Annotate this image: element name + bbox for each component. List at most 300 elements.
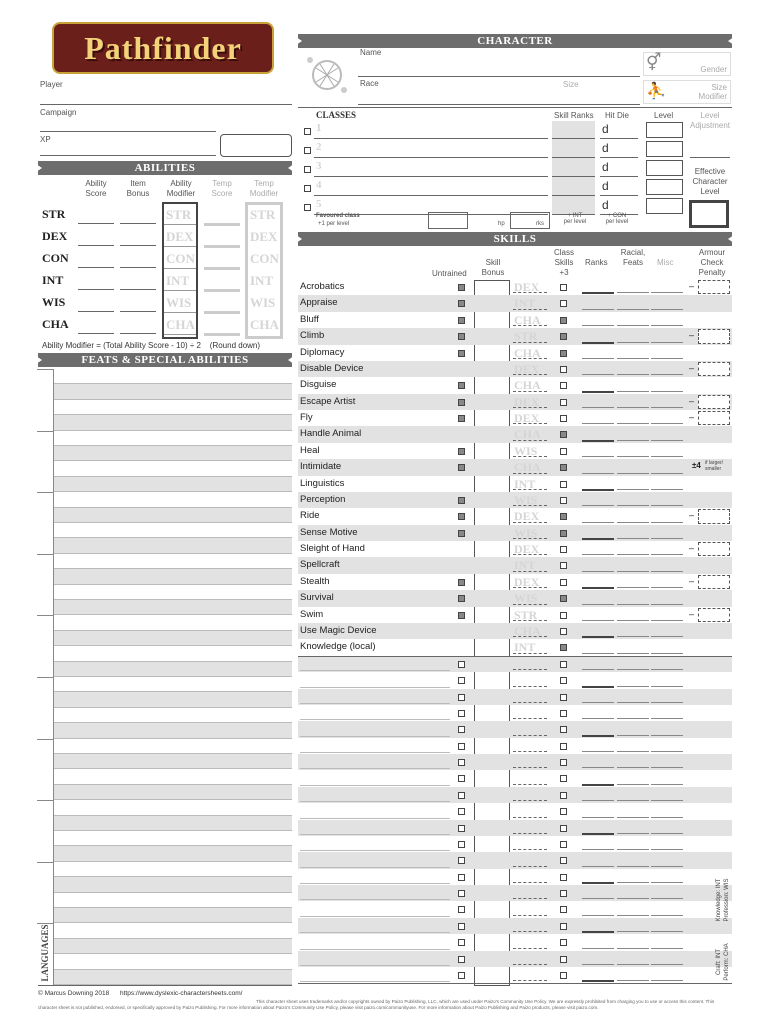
racial-feats-field[interactable]	[617, 686, 649, 687]
ranks-field[interactable]	[582, 456, 614, 457]
misc-field[interactable]	[651, 718, 683, 719]
ability-mod-field[interactable]	[513, 292, 547, 293]
ability-mod-field[interactable]	[513, 718, 547, 719]
ability-mod-field[interactable]	[513, 882, 547, 883]
untrained-checkbox[interactable]	[458, 906, 465, 913]
misc-field[interactable]	[651, 866, 683, 867]
feat-line[interactable]	[54, 768, 292, 769]
ability-mod-field[interactable]	[513, 866, 547, 867]
armour-check-box[interactable]	[698, 329, 730, 343]
class-skill-checkbox[interactable]	[560, 677, 567, 684]
ranks-field[interactable]	[582, 473, 614, 474]
racial-feats-field[interactable]	[617, 423, 649, 424]
ability-mod-field[interactable]	[513, 407, 547, 408]
racial-feats-field[interactable]	[617, 292, 649, 293]
class-skill-checkbox[interactable]	[560, 513, 567, 520]
misc-field[interactable]	[651, 882, 683, 883]
racial-feats-field[interactable]	[617, 915, 649, 916]
class-skill-checkbox[interactable]	[560, 857, 567, 864]
class-skill-checkbox[interactable]	[560, 546, 567, 553]
item-bonus-field[interactable]	[120, 245, 156, 246]
racial-feats-field[interactable]	[617, 931, 649, 932]
custom-skill-name-field[interactable]	[300, 687, 450, 688]
campaign-field[interactable]	[40, 131, 216, 132]
ability-mod-field[interactable]	[513, 669, 547, 670]
class-level-box[interactable]	[646, 122, 683, 138]
ability-mod-field[interactable]	[513, 604, 547, 605]
ranks-field[interactable]	[582, 636, 614, 638]
size-modifier-box[interactable]	[643, 80, 731, 104]
feat-line[interactable]	[54, 861, 292, 862]
misc-field[interactable]	[651, 604, 683, 605]
untrained-checkbox[interactable]	[458, 923, 465, 930]
class-level-box[interactable]	[646, 198, 683, 214]
feat-line[interactable]	[54, 399, 292, 400]
class-level-box[interactable]	[646, 141, 683, 157]
feat-line[interactable]	[54, 491, 292, 492]
ranks-field[interactable]	[582, 866, 614, 867]
ability-mod-field[interactable]	[513, 767, 547, 768]
ranks-field[interactable]	[582, 391, 614, 393]
misc-field[interactable]	[651, 833, 683, 834]
racial-feats-field[interactable]	[617, 898, 649, 899]
ranks-field[interactable]	[582, 849, 614, 850]
misc-field[interactable]	[651, 342, 683, 343]
class-skill-checkbox[interactable]	[560, 841, 567, 848]
misc-field[interactable]	[651, 653, 683, 654]
misc-field[interactable]	[651, 931, 683, 932]
ranks-field[interactable]	[582, 587, 614, 589]
misc-field[interactable]	[651, 948, 683, 949]
ability-mod-field[interactable]	[513, 653, 547, 654]
ability-mod-field[interactable]	[513, 309, 547, 310]
class-skill-checkbox[interactable]	[560, 710, 567, 717]
player-field[interactable]	[40, 104, 292, 105]
xp-field[interactable]	[40, 155, 216, 156]
class-name-field[interactable]	[314, 138, 548, 139]
class-skill-checkbox[interactable]	[560, 874, 567, 881]
class-name-field[interactable]	[314, 157, 548, 158]
untrained-checkbox[interactable]	[458, 890, 465, 897]
custom-skill-name-field[interactable]	[300, 965, 450, 966]
class-skill-checkbox[interactable]	[560, 890, 567, 897]
misc-field[interactable]	[651, 456, 683, 457]
racial-feats-field[interactable]	[617, 866, 649, 867]
ranks-field[interactable]	[582, 342, 614, 344]
custom-skill-name-field[interactable]	[300, 818, 450, 819]
custom-skill-name-field[interactable]	[300, 785, 450, 786]
ability-mod-field[interactable]	[513, 833, 547, 834]
class-skill-checkbox[interactable]	[560, 906, 567, 913]
ranks-field[interactable]	[582, 489, 614, 491]
misc-field[interactable]	[651, 964, 683, 965]
class-skill-checkbox[interactable]	[560, 464, 567, 471]
ranks-field[interactable]	[582, 325, 614, 326]
racial-feats-field[interactable]	[617, 767, 649, 768]
class-skill-checkbox[interactable]	[560, 939, 567, 946]
name-field[interactable]	[358, 76, 640, 77]
class-skill-checkbox[interactable]	[560, 661, 567, 668]
class-skill-checkbox[interactable]	[560, 431, 567, 438]
hit-die-field[interactable]	[600, 176, 638, 177]
ranks-field[interactable]	[582, 604, 614, 605]
favoured-ranks-box[interactable]	[510, 212, 550, 229]
ranks-field[interactable]	[582, 374, 614, 375]
misc-field[interactable]	[651, 571, 683, 572]
ability-mod-field[interactable]	[513, 980, 547, 981]
temp-score-field[interactable]	[204, 311, 240, 314]
ranks-field[interactable]	[582, 718, 614, 719]
racial-feats-field[interactable]	[617, 784, 649, 785]
untrained-checkbox[interactable]	[458, 874, 465, 881]
ability-mod-field[interactable]	[513, 702, 547, 703]
misc-field[interactable]	[651, 522, 683, 523]
class-skill-checkbox[interactable]	[560, 382, 567, 389]
misc-field[interactable]	[651, 423, 683, 424]
feat-line[interactable]	[54, 460, 292, 461]
ability-mod-field[interactable]	[513, 735, 547, 736]
custom-skill-name-field[interactable]	[300, 850, 450, 851]
ability-mod-field[interactable]	[513, 898, 547, 899]
ability-mod-field[interactable]	[513, 751, 547, 752]
footer-url[interactable]: https://www.dyslexic-charactersheets.com/	[120, 990, 243, 997]
feat-line[interactable]	[54, 830, 292, 831]
custom-skill-name-field[interactable]	[300, 981, 450, 982]
misc-field[interactable]	[651, 554, 683, 555]
class-skill-checkbox[interactable]	[560, 448, 567, 455]
untrained-checkbox[interactable]	[458, 743, 465, 750]
class-checkbox[interactable]	[304, 147, 311, 154]
temp-score-field[interactable]	[204, 333, 240, 336]
class-skill-checkbox[interactable]	[560, 415, 567, 422]
misc-field[interactable]	[651, 784, 683, 785]
untrained-checkbox[interactable]	[458, 825, 465, 832]
feat-line[interactable]	[54, 738, 292, 739]
racial-feats-field[interactable]	[617, 374, 649, 375]
custom-skill-name-field[interactable]	[300, 916, 450, 917]
misc-field[interactable]	[651, 358, 683, 359]
class-skill-checkbox[interactable]	[560, 350, 567, 357]
racial-feats-field[interactable]	[617, 407, 649, 408]
misc-field[interactable]	[651, 751, 683, 752]
misc-field[interactable]	[651, 702, 683, 703]
misc-field[interactable]	[651, 800, 683, 801]
class-skill-checkbox[interactable]	[560, 317, 567, 324]
feat-line[interactable]	[54, 553, 292, 554]
ability-mod-field[interactable]	[513, 325, 547, 326]
class-level-box[interactable]	[646, 160, 683, 176]
untrained-checkbox[interactable]	[458, 661, 465, 668]
favoured-hp-box[interactable]	[428, 212, 468, 229]
class-skill-checkbox[interactable]	[560, 792, 567, 799]
ranks-field[interactable]	[582, 538, 614, 540]
racial-feats-field[interactable]	[617, 587, 649, 588]
feat-line[interactable]	[54, 799, 292, 800]
ranks-field[interactable]	[582, 522, 614, 523]
ability-mod-field[interactable]	[513, 849, 547, 850]
ability-mod-field[interactable]	[513, 342, 547, 343]
feat-line[interactable]	[54, 645, 292, 646]
custom-skill-name-field[interactable]	[300, 703, 450, 704]
class-skill-checkbox[interactable]	[560, 595, 567, 602]
ability-score-field[interactable]	[78, 333, 114, 334]
class-skill-checkbox[interactable]	[560, 628, 567, 635]
ranks-field[interactable]	[582, 898, 614, 899]
ranks-field[interactable]	[582, 767, 614, 768]
racial-feats-field[interactable]	[617, 964, 649, 965]
feat-line[interactable]	[54, 953, 292, 954]
class-skill-checkbox[interactable]	[560, 759, 567, 766]
racial-feats-field[interactable]	[617, 636, 649, 637]
ability-mod-field[interactable]	[513, 571, 547, 572]
ability-mod-field[interactable]	[513, 817, 547, 818]
untrained-checkbox[interactable]	[458, 759, 465, 766]
untrained-checkbox[interactable]	[458, 972, 465, 979]
racial-feats-field[interactable]	[617, 800, 649, 801]
ranks-field[interactable]	[582, 669, 614, 670]
ranks-field[interactable]	[582, 964, 614, 965]
ranks-field[interactable]	[582, 931, 614, 933]
feat-line[interactable]	[54, 614, 292, 615]
ability-mod-field[interactable]	[513, 784, 547, 785]
untrained-checkbox[interactable]	[458, 694, 465, 701]
ability-mod-field[interactable]	[513, 391, 547, 392]
untrained-checkbox[interactable]	[458, 841, 465, 848]
custom-skill-name-field[interactable]	[300, 932, 450, 933]
ability-mod-field[interactable]	[513, 522, 547, 523]
feat-line[interactable]	[54, 584, 292, 585]
item-bonus-field[interactable]	[120, 267, 156, 268]
armour-check-box[interactable]	[698, 395, 730, 409]
item-bonus-field[interactable]	[120, 311, 156, 312]
racial-feats-field[interactable]	[617, 620, 649, 621]
ranks-field[interactable]	[582, 702, 614, 703]
ranks-field[interactable]	[582, 292, 614, 294]
misc-field[interactable]	[651, 735, 683, 736]
misc-field[interactable]	[651, 669, 683, 670]
class-skill-checkbox[interactable]	[560, 284, 567, 291]
ability-mod-field[interactable]	[513, 964, 547, 965]
gender-box[interactable]	[643, 52, 731, 76]
item-bonus-field[interactable]	[120, 223, 156, 224]
racial-feats-field[interactable]	[617, 309, 649, 310]
untrained-checkbox[interactable]	[458, 677, 465, 684]
class-skill-checkbox[interactable]	[560, 579, 567, 586]
ranks-field[interactable]	[582, 620, 614, 621]
ability-mod-field[interactable]	[513, 358, 547, 359]
ranks-field[interactable]	[582, 653, 614, 654]
custom-skill-name-field[interactable]	[300, 752, 450, 753]
ability-mod-field[interactable]	[513, 948, 547, 949]
misc-field[interactable]	[651, 473, 683, 474]
misc-field[interactable]	[651, 505, 683, 506]
feat-line[interactable]	[54, 922, 292, 923]
ability-mod-field[interactable]	[513, 423, 547, 424]
ranks-field[interactable]	[582, 686, 614, 688]
custom-skill-name-field[interactable]	[300, 719, 450, 720]
untrained-checkbox[interactable]	[458, 726, 465, 733]
class-skill-checkbox[interactable]	[560, 333, 567, 340]
untrained-checkbox[interactable]	[458, 710, 465, 717]
ranks-field[interactable]	[582, 800, 614, 801]
misc-field[interactable]	[651, 325, 683, 326]
ranks-field[interactable]	[582, 309, 614, 310]
misc-field[interactable]	[651, 915, 683, 916]
temp-score-field[interactable]	[204, 289, 240, 292]
racial-feats-field[interactable]	[617, 554, 649, 555]
ability-mod-field[interactable]	[513, 374, 547, 375]
class-skill-checkbox[interactable]	[560, 808, 567, 815]
untrained-checkbox[interactable]	[458, 939, 465, 946]
class-skill-checkbox[interactable]	[560, 530, 567, 537]
armour-check-box[interactable]	[698, 575, 730, 589]
racial-feats-field[interactable]	[617, 702, 649, 703]
class-skill-ranks-field[interactable]	[552, 138, 595, 139]
misc-field[interactable]	[651, 980, 683, 981]
class-skill-checkbox[interactable]	[560, 923, 567, 930]
class-skill-checkbox[interactable]	[560, 775, 567, 782]
ability-mod-field[interactable]	[513, 931, 547, 932]
misc-field[interactable]	[651, 374, 683, 375]
class-skill-checkbox[interactable]	[560, 366, 567, 373]
armour-check-box[interactable]	[698, 280, 730, 294]
racial-feats-field[interactable]	[617, 653, 649, 654]
ranks-field[interactable]	[582, 784, 614, 786]
custom-skill-name-field[interactable]	[300, 736, 450, 737]
class-skill-ranks-field[interactable]	[552, 157, 595, 158]
class-level-box[interactable]	[646, 179, 683, 195]
class-checkbox[interactable]	[304, 166, 311, 173]
ability-mod-field[interactable]	[513, 620, 547, 621]
effective-level-box[interactable]	[689, 200, 729, 228]
custom-skill-name-field[interactable]	[300, 768, 450, 769]
custom-skill-name-field[interactable]	[300, 867, 450, 868]
misc-field[interactable]	[651, 407, 683, 408]
ability-mod-field[interactable]	[513, 538, 547, 539]
ability-score-field[interactable]	[78, 245, 114, 246]
class-skill-ranks-field[interactable]	[552, 195, 595, 196]
temp-score-field[interactable]	[204, 267, 240, 270]
item-bonus-field[interactable]	[120, 289, 156, 290]
class-skill-checkbox[interactable]	[560, 399, 567, 406]
racial-feats-field[interactable]	[617, 751, 649, 752]
ranks-field[interactable]	[582, 407, 614, 408]
ranks-field[interactable]	[582, 980, 614, 982]
misc-field[interactable]	[651, 391, 683, 392]
racial-feats-field[interactable]	[617, 473, 649, 474]
class-skill-checkbox[interactable]	[560, 694, 567, 701]
ability-score-field[interactable]	[78, 223, 114, 224]
ability-mod-field[interactable]	[513, 456, 547, 457]
misc-field[interactable]	[651, 489, 683, 490]
hit-die-field[interactable]	[600, 138, 638, 139]
class-checkbox[interactable]	[304, 128, 311, 135]
racial-feats-field[interactable]	[617, 325, 649, 326]
ability-mod-field[interactable]	[513, 686, 547, 687]
ranks-field[interactable]	[582, 571, 614, 572]
custom-skill-name-field[interactable]	[300, 834, 450, 835]
ranks-field[interactable]	[582, 423, 614, 424]
class-name-field[interactable]	[314, 195, 548, 196]
class-skill-checkbox[interactable]	[560, 743, 567, 750]
racial-feats-field[interactable]	[617, 735, 649, 736]
racial-feats-field[interactable]	[617, 980, 649, 981]
untrained-checkbox[interactable]	[458, 857, 465, 864]
ability-mod-field[interactable]	[513, 489, 547, 490]
racial-feats-field[interactable]	[617, 817, 649, 818]
ranks-field[interactable]	[582, 915, 614, 916]
ranks-field[interactable]	[582, 948, 614, 949]
ability-mod-field[interactable]	[513, 915, 547, 916]
feat-line[interactable]	[54, 707, 292, 708]
class-skill-ranks-field[interactable]	[552, 176, 595, 177]
racial-feats-field[interactable]	[617, 718, 649, 719]
racial-feats-field[interactable]	[617, 669, 649, 670]
item-bonus-field[interactable]	[120, 333, 156, 334]
custom-skill-name-field[interactable]	[300, 670, 450, 671]
ability-mod-field[interactable]	[513, 505, 547, 506]
untrained-checkbox[interactable]	[458, 808, 465, 815]
ranks-field[interactable]	[582, 505, 614, 506]
armour-check-box[interactable]	[698, 362, 730, 376]
misc-field[interactable]	[651, 898, 683, 899]
racial-feats-field[interactable]	[617, 358, 649, 359]
misc-field[interactable]	[651, 817, 683, 818]
ranks-field[interactable]	[582, 751, 614, 752]
ranks-field[interactable]	[582, 358, 614, 359]
racial-feats-field[interactable]	[617, 342, 649, 343]
race-field[interactable]	[358, 104, 640, 105]
class-skill-checkbox[interactable]	[560, 481, 567, 488]
ability-score-field[interactable]	[78, 267, 114, 268]
feat-line[interactable]	[54, 430, 292, 431]
class-name-field[interactable]	[314, 176, 548, 177]
ability-score-field[interactable]	[78, 289, 114, 290]
racial-feats-field[interactable]	[617, 604, 649, 605]
ranks-field[interactable]	[582, 554, 614, 555]
untrained-checkbox[interactable]	[458, 775, 465, 782]
misc-field[interactable]	[651, 620, 683, 621]
racial-feats-field[interactable]	[617, 440, 649, 441]
misc-field[interactable]	[651, 767, 683, 768]
temp-score-field[interactable]	[204, 223, 240, 226]
armour-check-box[interactable]	[698, 509, 730, 523]
misc-field[interactable]	[651, 587, 683, 588]
ability-mod-field[interactable]	[513, 587, 547, 588]
racial-feats-field[interactable]	[617, 505, 649, 506]
xp-next-box[interactable]	[220, 134, 292, 157]
racial-feats-field[interactable]	[617, 882, 649, 883]
ability-mod-field[interactable]	[513, 473, 547, 474]
racial-feats-field[interactable]	[617, 571, 649, 572]
temp-score-field[interactable]	[204, 245, 240, 248]
ability-mod-field[interactable]	[513, 440, 547, 441]
level-adjustment-field[interactable]	[690, 157, 730, 158]
class-skill-checkbox[interactable]	[560, 497, 567, 504]
feat-line[interactable]	[54, 522, 292, 523]
class-skill-checkbox[interactable]	[560, 825, 567, 832]
misc-field[interactable]	[651, 538, 683, 539]
class-skill-checkbox[interactable]	[560, 972, 567, 979]
hit-die-field[interactable]	[600, 195, 638, 196]
class-checkbox[interactable]	[304, 204, 311, 211]
custom-skill-name-field[interactable]	[300, 883, 450, 884]
misc-field[interactable]	[651, 440, 683, 441]
class-skill-checkbox[interactable]	[560, 300, 567, 307]
racial-feats-field[interactable]	[617, 391, 649, 392]
armour-check-box[interactable]	[698, 542, 730, 556]
class-checkbox[interactable]	[304, 185, 311, 192]
